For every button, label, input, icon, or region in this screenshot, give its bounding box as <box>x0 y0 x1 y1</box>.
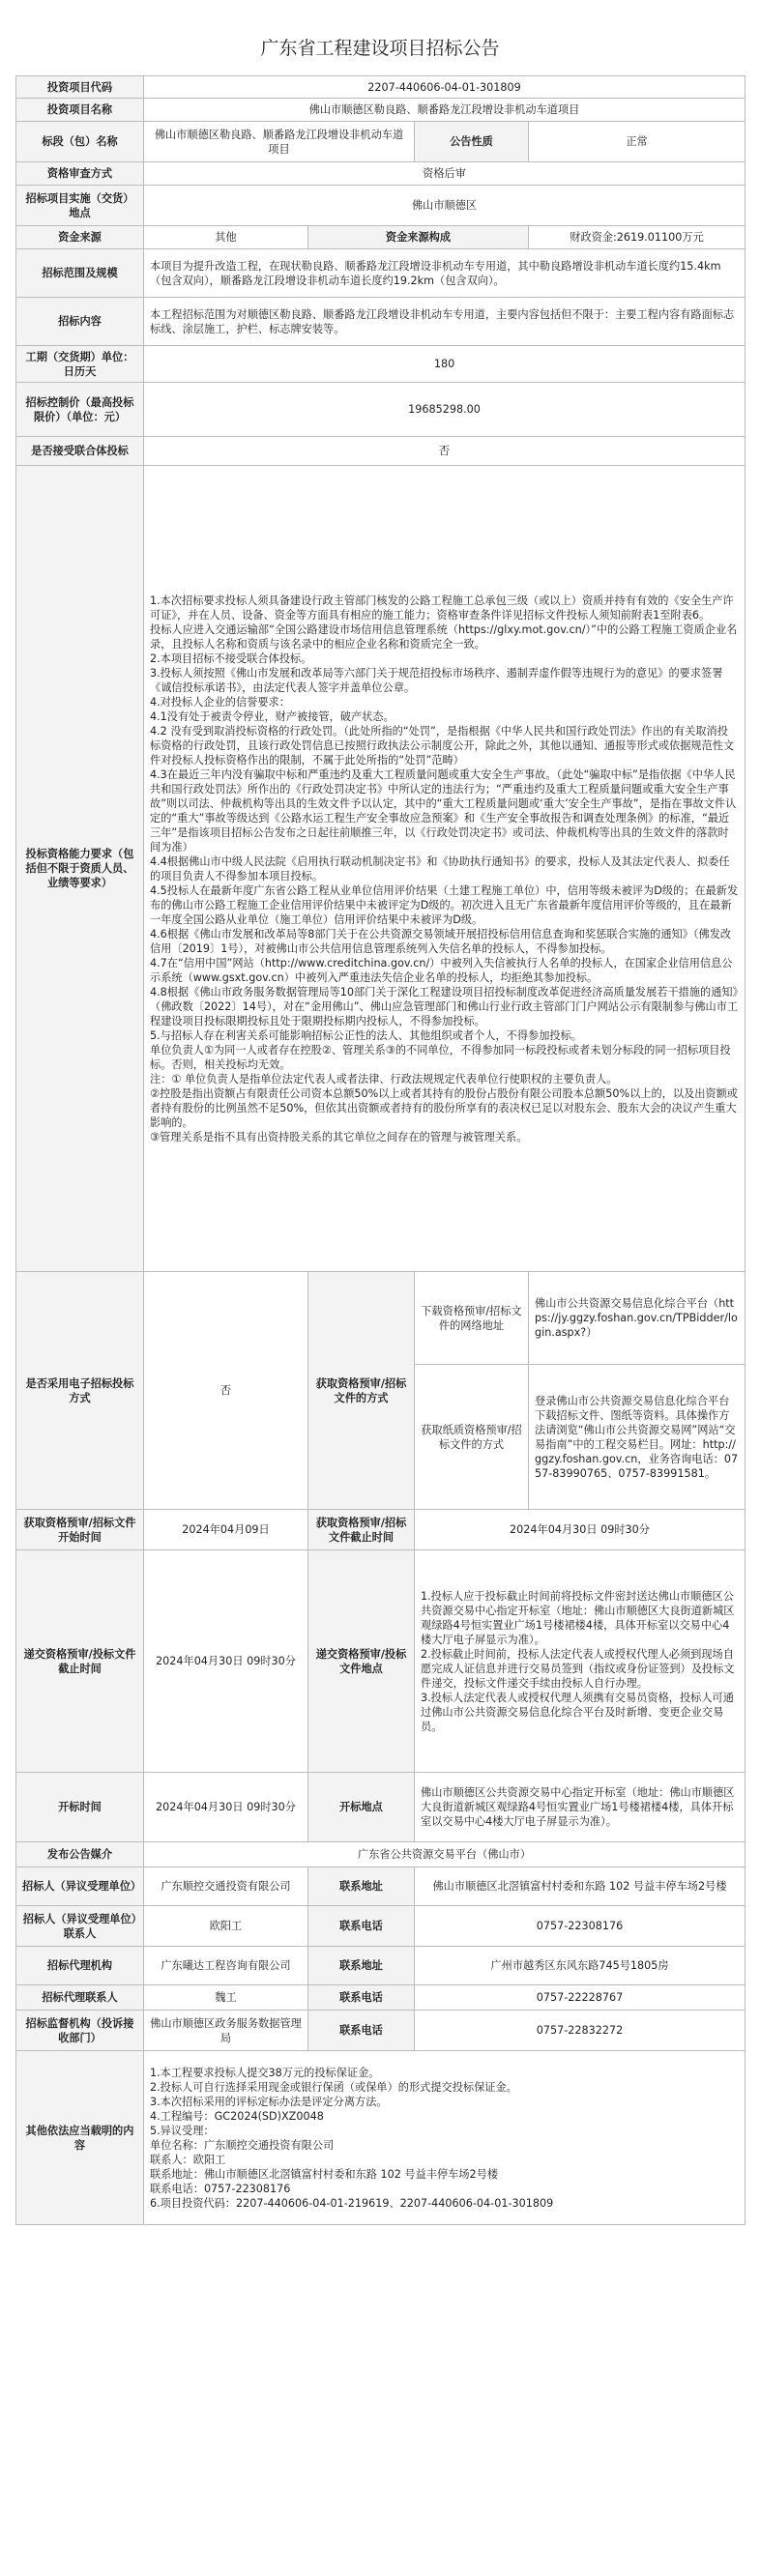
tenderer-label: 招标人（异议受理单位） <box>16 1867 144 1906</box>
media-value: 广东省公共资源交易平台（佛山市） <box>144 1842 745 1867</box>
submit-place-value <box>415 1550 745 1773</box>
other-content-line: 联系电话：0757-22308176 <box>150 2182 291 2195</box>
requirement-paragraph: 4.1没有处于被责令停业，财产被接管，破产状态。 <box>150 709 395 723</box>
content-label: 招标内容 <box>16 298 144 346</box>
qualification-label: 资格审查方式 <box>16 162 144 186</box>
requirement-paragraph: 4.7在“信用中国”网站（http://www.creditchina.gov.cn/）中被列入失信被执行人名单的投标人，在国家企业信用信息公示系统（www.gsxt.gov.cn）中被列入严重违法失信企业名单的投标人，均拒绝其参加投标。 <box>150 956 733 984</box>
agency-address-label: 联系地址 <box>308 1947 415 1985</box>
e-bid-label: 是否采用电子招标投标方式 <box>16 1272 144 1510</box>
paper-method-label: 获取纸质资格预审/招标文件的方式 <box>415 1365 529 1510</box>
submit-place-lines <box>421 1589 739 1734</box>
funding-structure-value: 财政资金:2619.01100万元 <box>529 226 745 249</box>
requirement-paragraph: 4.4根据佛山市中级人民法院《启用执行联动机制决定书》和《协助执行通知书》的要求，投标人及其法定代表人、拟委任的项目负责人不得参加本项目投标。 <box>150 854 730 883</box>
agency-contact-value: 魏工 <box>144 1985 308 2011</box>
submit-place-line: 3.投标人法定代表人或授权代理人须携有交易员资格，投标人可通过佛山市公共资源交易信息化综合平台及时新增、变更企业交易员。 <box>421 1691 734 1733</box>
content-value: 本工程招标范围为对顺德区勒良路、顺番路龙江段增设非机动车专用道，主要内容包括但不限于：主要工程内容有路面标志标线、涂层施工，护栏、标志牌安装等。 <box>144 298 745 346</box>
agency-value: 广东曦达工程咨询有限公司 <box>144 1947 308 1985</box>
requirement-paragraph: 4.2 没有受到取消投标资格的行政处罚。（此处所指的“处罚”，是指根据《中华人民共和国行政处罚法》作出的有关取消投标资格的行政处罚，且该行政处罚信息已按照行政执法公示制度公开，除此之外，其他以通知、通报等形式或依据规范性文件对投标人投标资格作出的限制，不属于此处所指的“处罚”范畴） <box>150 724 735 767</box>
row-supervisor <box>16 2011 745 2051</box>
requirement-paragraph: 4.8根据《佛山市政务服务数据管理局等10部门关于深化工程建设项目招投标制度改革促进经济高质量发展若干措施的通知》（佛政数〔2022〕14号），对在“金用佛山”、佛山应急管理部门和佛山行业行政主管部门门户网站公示有限制参与佛山市工程建设项目投标限期投标且处于限期投标期内投标人，不得参加投标。 <box>150 985 739 1028</box>
qualification-value: 资格后审 <box>144 162 745 186</box>
scope-label: 招标范围及规模 <box>16 249 144 298</box>
row-price <box>16 383 745 437</box>
row-tenderer <box>16 1867 745 1906</box>
project-code-value: 2207-440606-04-01-301809 <box>144 76 745 99</box>
funding-structure-label: 资金来源构成 <box>308 226 529 249</box>
other-content-line: 联系人：欧阳工 <box>150 2153 226 2166</box>
location-value: 佛山市顺德区 <box>144 186 745 226</box>
agency-contact-label: 招标代理联系人 <box>16 1985 144 2011</box>
requirement-paragraph: 4.5投标人在最新年度广东省公路工程从业单位信用评价结果（土建工程施工单位）中，信用等级未被评为D级的；在最新发布的佛山市公路工程施工企业信用评价结果中未被评定为D级的。初次进入且无广东省最新年度信用评价等级的，且在最新一年度全国公路从业单位（施工单位）信用评价结果中未被评为D级。 <box>150 883 739 926</box>
row-e-bid-online <box>16 1272 745 1365</box>
row-location <box>16 186 745 226</box>
submit-place-line: 2.投标截止时间前，投标人法定代表人或授权代理人必须到现场自愿完成人证信息并进行交易员签到（指纹或身份证签到）及投标文件递交，投标文件递交手续由投标人自行办理。 <box>421 1647 735 1690</box>
obtain-end-label: 获取资格预审/招标文件截止时间 <box>308 1510 415 1550</box>
row-agency <box>16 1947 745 1985</box>
obtain-start-value: 2024年04月09日 <box>144 1510 308 1550</box>
project-name-value: 佛山市顺德区勒良路、顺番路龙江段增设非机动车道项目 <box>144 99 745 122</box>
row-agency-contact <box>16 1985 745 2011</box>
obtain-method-label: 获取资格预审/招标文件的方式 <box>308 1272 415 1510</box>
requirement-paragraph: 注：① 单位负责人是指单位法定代表人或者法律、行政法规规定代表单位行使职权的主要负责人。 <box>150 1072 618 1085</box>
price-label: 招标控制价（最高投标限价）（单位：元） <box>16 383 144 437</box>
opening-place-label: 开标地点 <box>308 1773 415 1842</box>
submit-deadline-value: 2024年04月30日 09时30分 <box>144 1550 308 1773</box>
notice-nature-label: 公告性质 <box>415 122 529 162</box>
other-content-line: 3.本次招标采用的评标定标办法是评定分离方法。 <box>150 2095 388 2108</box>
other-content-line: 4.工程编号：GC2024(SD)XZ0048 <box>150 2109 324 2123</box>
other-content-line: 5.异议受理： <box>150 2124 215 2137</box>
page-title: 广东省工程建设项目招标公告 <box>260 38 500 59</box>
row-project-name <box>16 99 745 122</box>
other-label: 其他依法应当载明的内容 <box>16 2051 144 2225</box>
tenderer-value: 广东顺控交通投资有限公司 <box>144 1867 308 1906</box>
agency-phone-value: 0757-22228767 <box>415 1985 745 2011</box>
row-other <box>16 2051 745 2225</box>
paper-method-value: 登录佛山市公共资源交易信息化综合平台下载招标文件、图纸等资料。具体操作方法请浏览“佛山市公共资源交易网”网站“交易指南”中的工程交易栏目。网址：http://ggzy.foshan.gov.cn，业务咨询电话：0757-83990765、0757-83991581。 <box>529 1365 745 1510</box>
supervisor-label: 招标监督机构（投诉接收部门） <box>16 2011 144 2051</box>
requirement-paragraph: 投标人应进入交通运输部“全国公路建设市场信用信息管理系统（https://glxy.mot.gov.cn/）”中的公路工程施工资质企业名录，且投标人名称和资质与该名录中的相应企业名称和资质完全一致。 <box>150 622 738 651</box>
row-qualification <box>16 162 745 186</box>
scope-value: 本项目为提升改造工程，在现状勒良路、顺番路龙江段增设非机动车专用道，其中勒良路增设非机动车道长度约15.4km（包含双向），顺番路龙江段增设非机动车道长度约19.2km（包含双向）。 <box>144 249 745 298</box>
row-funding <box>16 226 745 249</box>
row-tenderer-contact <box>16 1906 745 1947</box>
row-scope <box>16 249 745 298</box>
consortium-label: 是否接受联合体投标 <box>16 437 144 466</box>
consortium-value: 否 <box>144 437 745 466</box>
other-content-line: 6.项目投资代码：2207-440606-04-01-219619、2207-440606-04-01-301809 <box>150 2196 554 2210</box>
notice-nature-value: 正常 <box>529 122 745 162</box>
supervisor-value: 佛山市顺德区政务服务数据管理局 <box>144 2011 308 2051</box>
price-value: 19685298.00 <box>144 383 745 437</box>
other-content-line: 1.本工程要求投标人提交38万元的投标保证金。 <box>150 2066 380 2079</box>
row-duration <box>16 346 745 383</box>
requirement-paragraph: 单位负责人①为同一人或者存在控股②、管理关系③的不同单位，不得参加同一标段投标或者未划分标段的同一招标项目投标。否则，相关投标均无效。 <box>150 1043 731 1071</box>
location-label: 招标项目实施（交货）地点 <box>16 186 144 226</box>
other-content-line: 单位名称：广东顺控交通投资有限公司 <box>150 2138 335 2152</box>
requirement-paragraph: ②控股是指出资额占有限责任公司资本总额50%以上或者其持有的股份占股份有限公司股本总额50%以上的，以及出资额或者持有股份的比例虽然不足50%，但依其出资额或者持有的股份所享有的表决权已足以对股东会、股东大会的决议产生重大影响的。 <box>150 1086 738 1129</box>
e-bid-value: 否 <box>144 1272 308 1510</box>
requirement-paragraph: 1.本次招标要求投标人须具备建设行政主管部门核发的公路工程施工总承包三级（或以上）资质并持有有效的《安全生产许可证》，并在人员、设备、资金等方面具有相应的施工能力；资格审查条件详见招标文件投标人须知前附表1至附表6。 <box>150 593 734 622</box>
requirements-paragraphs <box>150 593 739 1144</box>
other-lines <box>150 2066 739 2211</box>
requirements-label: 投标资格能力要求（包括但不限于资质人员、业绩等要求） <box>16 466 144 1272</box>
tenderer-address-value: 佛山市顺德区北滘镇富村村委和东路 102 号益丰停车场2号楼 <box>415 1867 745 1906</box>
row-project-code <box>16 76 745 99</box>
agency-address-value: 广州市越秀区东风东路745号1805房 <box>415 1947 745 1985</box>
supervisor-phone-value: 0757-22832272 <box>415 2011 745 2051</box>
requirement-paragraph: 4.3在最近三年内没有骗取中标和严重违约及重大工程质量问题或重大安全生产事故。（此处“骗取中标”是指依据《中华人民共和国行政处罚法》所作出的《行政处罚决定书》中所认定的违法行为；“严重违约及重大工程质量问题或重大安全生产事故”则以司法、仲裁机构等出具的生效文件予以认定，其中的“重大工程质量问题或‘重大’安全生产事故”，是指在事故文件认定的“重大”事故等级达到《公路水运工程生产安全事故应急预案》和《生产安全事故报告和调查处理条例》的标准，“最近三年”是指该项目招标公告发布之日起往前顺推三年，以《行政处罚决定书》或司法、仲裁机构等出具的生效文件的落款时间为准） <box>150 767 737 854</box>
row-obtain-time <box>16 1510 745 1550</box>
tenderer-contact-value: 欧阳工 <box>144 1906 308 1947</box>
submit-deadline-label: 递交资格预审/投标文件截止时间 <box>16 1550 144 1773</box>
project-code-label: 投资项目代码 <box>16 76 144 99</box>
requirement-paragraph: 2.本项目招标不接受联合体投标。 <box>150 651 312 665</box>
online-address-label: 下载资格预审/招标文件的网络地址 <box>415 1272 529 1365</box>
agency-phone-label: 联系电话 <box>308 1985 415 2011</box>
obtain-start-label: 获取资格预审/招标文件开始时间 <box>16 1510 144 1550</box>
requirement-paragraph: 4.对投标人企业的信誉要求： <box>150 695 290 709</box>
opening-time-label: 开标时间 <box>16 1773 144 1842</box>
row-requirements <box>16 466 745 1272</box>
project-name-label: 投资项目名称 <box>16 99 144 122</box>
opening-time-value: 2024年04月30日 09时30分 <box>144 1773 308 1842</box>
section-value: 佛山市顺德区勒良路、顺番路龙江段增设非机动车道项目 <box>144 122 415 162</box>
announcement-table <box>15 75 745 2225</box>
opening-place-value: 佛山市顺德区公共资源交易中心指定开标室（地址：佛山市顺德区大良街道新城区观绿路4号恒实置业广场1号楼裙楼4楼，具体开标室以交易中心4楼大厅电子屏显示为准）。 <box>415 1773 745 1842</box>
tenderer-phone-value: 0757-22308176 <box>415 1906 745 1947</box>
row-content <box>16 298 745 346</box>
online-address-value[interactable]: 佛山市公共资源交易信息化综合平台（https://jy.ggzy.foshan.gov.cn/TPBidder/login.aspx?） <box>529 1272 745 1365</box>
media-label: 发布公告媒介 <box>16 1842 144 1867</box>
row-media <box>16 1842 745 1867</box>
other-value <box>144 2051 745 2225</box>
requirements-value <box>144 466 745 1272</box>
requirement-paragraph: ③管理关系是指不具有出资持股关系的其它单位之间存在的管理与被管理关系。 <box>150 1130 528 1143</box>
row-opening <box>16 1773 745 1842</box>
supervisor-phone-label: 联系电话 <box>308 2011 415 2051</box>
other-content-line: 联系地址：佛山市顺德区北滘镇富村村委和东路 102 号益丰停车场2号楼 <box>150 2167 499 2181</box>
requirement-paragraph: 3.投标人须按照《佛山市发展和改革局等六部门关于规范招投标市场秩序、遏制弄虚作假等违规行为的意见》的要求签署《诚信投标承诺书》，由法定代表人签字并盖单位公章。 <box>150 666 723 694</box>
row-submit <box>16 1550 745 1773</box>
agency-label: 招标代理机构 <box>16 1947 144 1985</box>
other-content-line: 2.投标人可自行选择采用现金或银行保函（或保单）的形式提交投标保证金。 <box>150 2080 517 2094</box>
requirement-paragraph: 5.与招标人存在利害关系可能影响招标公正性的法人、其他组织或者个人，不得参加投标。 <box>150 1028 582 1042</box>
submit-place-line: 1.投标人应于投标截止时间前将投标文件密封送达佛山市顺德区公共资源交易中心指定开标室（地址：佛山市顺德区大良街道新城区观绿路4号恒实置业广场1号楼裙楼4楼，具体开标室以交易中心4楼大厅电子屏显示为准）。 <box>421 1589 735 1646</box>
tenderer-contact-label: 招标人（异议受理单位）联系人 <box>16 1906 144 1947</box>
obtain-end-value: 2024年04月30日 09时30分 <box>415 1510 745 1550</box>
section-label: 标段（包）名称 <box>16 122 144 162</box>
row-consortium <box>16 437 745 466</box>
tenderer-phone-label: 联系电话 <box>308 1906 415 1947</box>
requirement-paragraph: 4.6根据《佛山市发展和改革局等8部门关于在公共资源交易领域开展招投标信用信息查询和奖惩联合实施的通知》（佛发改信用〔2019〕1号），对被佛山市公共信用信息管理系统列入失信名单的投标人，不得参加投标。 <box>150 927 732 955</box>
funding-value: 其他 <box>144 226 308 249</box>
funding-label: 资金来源 <box>16 226 144 249</box>
submit-place-label: 递交资格预审/投标文件地点 <box>308 1550 415 1773</box>
row-section <box>16 122 745 162</box>
duration-value: 180 <box>144 346 745 383</box>
duration-label: 工期（交货期）单位：日历天 <box>16 346 144 383</box>
tenderer-address-label: 联系地址 <box>308 1867 415 1906</box>
